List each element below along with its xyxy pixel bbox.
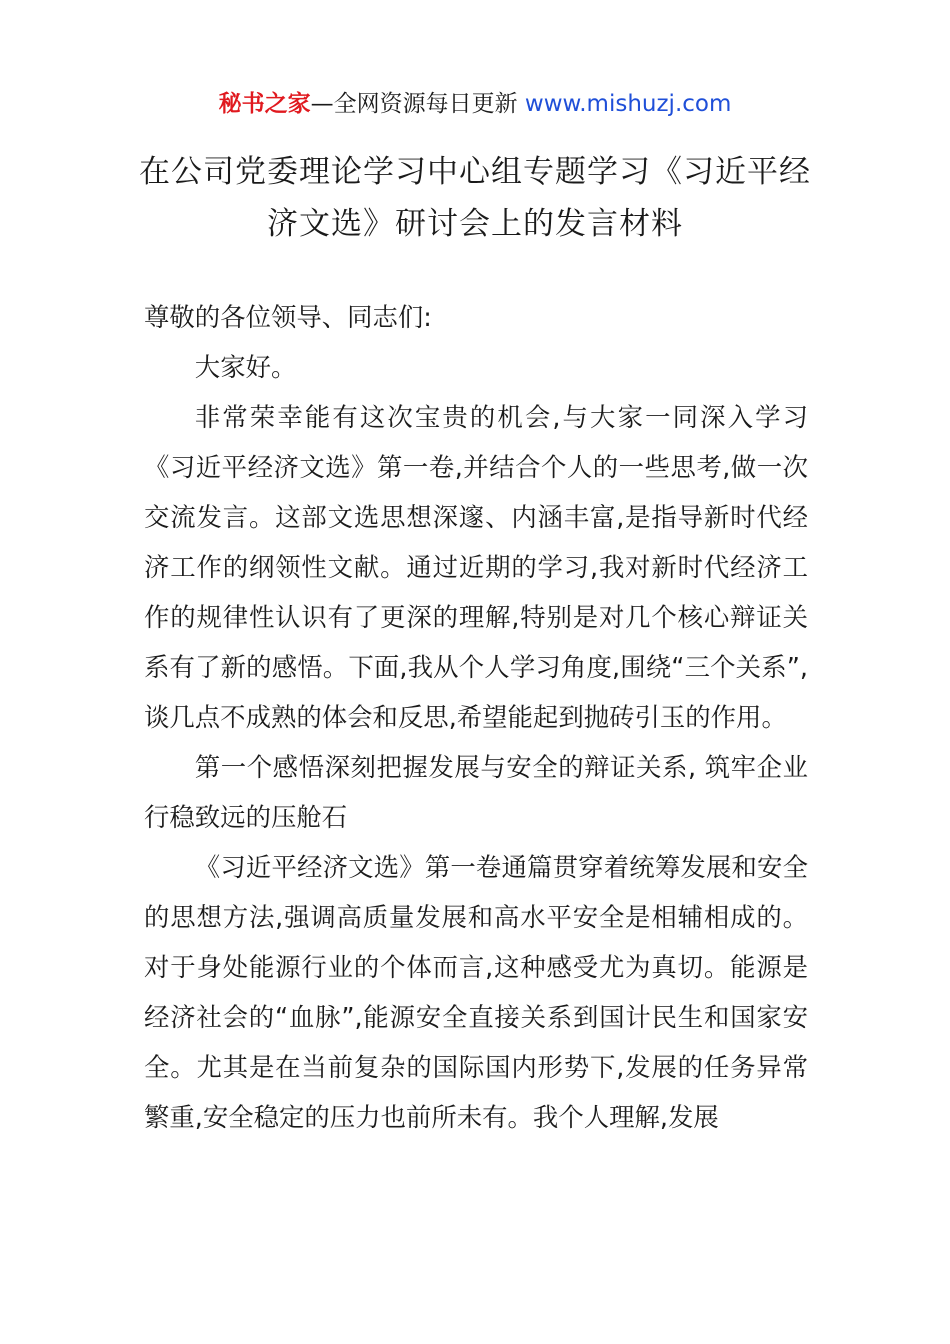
greeting-paragraph: 大家好。 [194, 352, 297, 382]
intro-paragraph: 非常荣幸能有这次宝贵的机会,与大家一同深入学习《习近平经济文选》第一卷,并结合个人的一些思考,做一次交流发言。这部文选思想深邃、内涵丰富,是指导新时代经济工作的纲领性文献。通过近期的学习,我对新时代经济工作的规律性认识有了更深的理解,特别是对几个核心辩证关系有了新的感悟。下面,我从个人学习角度,围绕“三个关系”,谈几点不成熟的体会和反思,希望能起到抛砖引玉的作用。 [144, 402, 808, 732]
document-title: 在公司党委理论学习中心组专题学习《习近平经济文选》研讨会上的发言材料 [139, 154, 811, 242]
document-body [144, 292, 808, 1142]
site-header [0, 86, 950, 122]
site-brand: 秘书之家 [218, 91, 311, 117]
section1-heading: 第一个感悟深刻把握发展与安全的辩证关系, 筑牢企业行稳致远的压舱石 [144, 752, 808, 832]
section1-body-paragraph: 《习近平经济文选》第一卷通篇贯穿着统筹发展和安全的思想方法,强调高质量发展和高水平安全是相辅相成的。对于身处能源行业的个体而言,这种感受尤为真切。能源是经济社会的“血脉”,能源安全直接关系到国计民生和国家安全。尤其是在当前复杂的国际国内形势下,发展的任务异常繁重,安全稳定的压力也前所未有。我个人理解,发展 [144, 852, 808, 1132]
site-tagline: —全网资源每日更新 [310, 91, 525, 117]
salutation-paragraph: 尊敬的各位领导、同志们: [144, 302, 432, 332]
site-url-link[interactable]: www.mishuzj.com [524, 91, 732, 117]
